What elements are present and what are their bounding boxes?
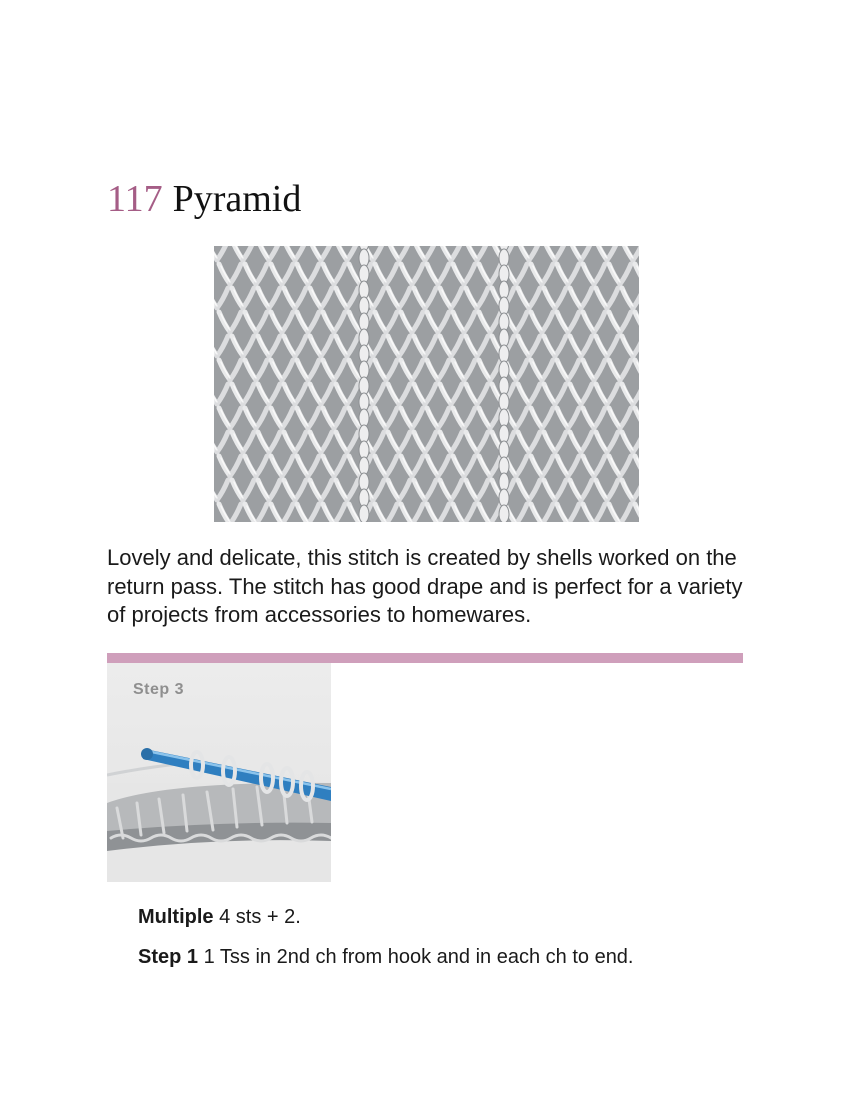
swatch-texture — [214, 246, 639, 522]
instruction-label: Step 1 — [138, 946, 199, 968]
stitch-swatch-photo — [214, 246, 639, 522]
step-3-photo — [107, 663, 331, 882]
pattern-number: 117 — [107, 178, 163, 220]
intro-paragraph: Lovely and delicate, this stitch is created by shells worked on the return pass. The stitch has good drape and is perfect for a variety of projects from accessories to homewares. — [107, 545, 743, 627]
instruction-text: 4 sts + 2. — [213, 906, 301, 928]
instruction-text: 1 Tss in 2nd ch from hook and in each ch to end. — [198, 946, 634, 968]
step-label: Step 3 — [133, 681, 185, 698]
pattern-name: Pyramid — [172, 178, 302, 220]
instruction-multiple — [138, 904, 301, 930]
instruction-label: Multiple — [138, 906, 214, 928]
pattern-title — [107, 176, 301, 222]
instruction-step-1 — [138, 944, 634, 970]
section-divider — [107, 653, 743, 663]
